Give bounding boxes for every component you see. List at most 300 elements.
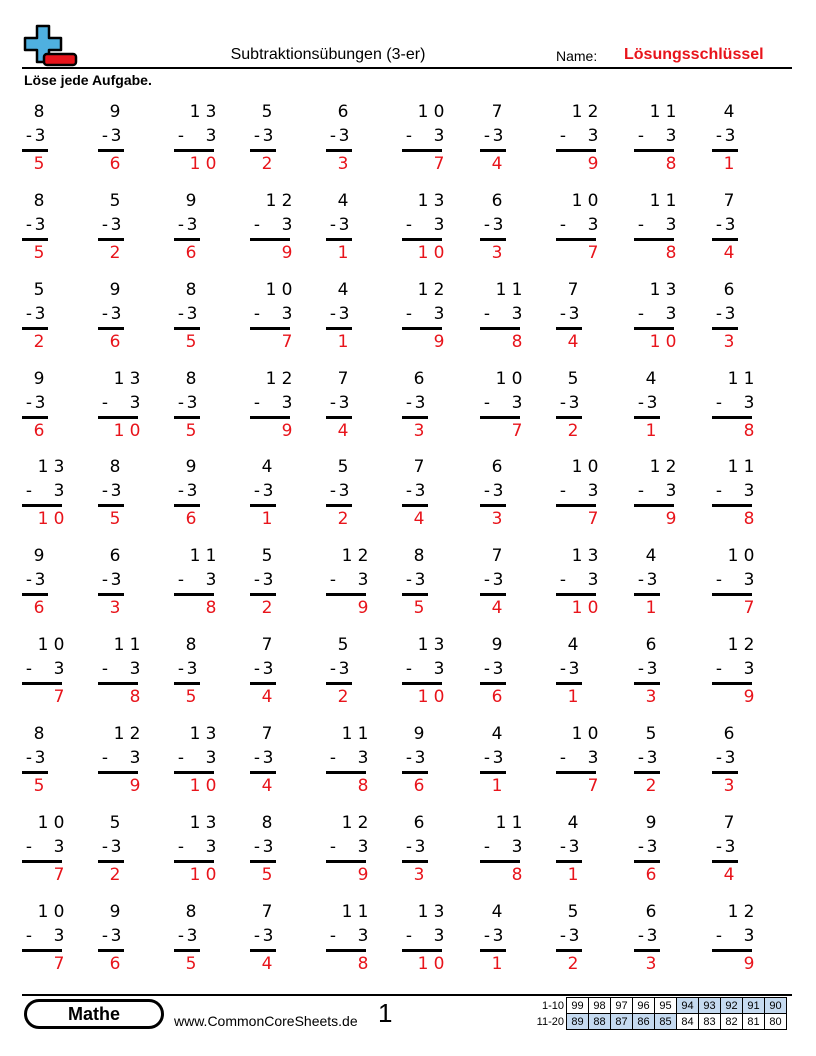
answer-digit: 0 <box>665 332 677 352</box>
minuend <box>558 635 606 657</box>
answer <box>328 776 376 798</box>
answer-line <box>712 771 738 774</box>
minuend <box>482 102 530 124</box>
subtrahend-digit: 3 <box>262 748 274 768</box>
answer-digit: 8 <box>357 954 369 974</box>
subtrahend-digit: 3 <box>414 393 426 413</box>
subtrahend-digit: 3 <box>414 748 426 768</box>
minuend <box>636 635 684 657</box>
subtrahend <box>714 837 762 859</box>
answer-line <box>250 416 290 419</box>
subtraction-problem <box>714 724 762 804</box>
answer-digit: 1 <box>645 598 657 618</box>
subtrahend <box>328 393 376 415</box>
subtraction-problem <box>714 191 762 271</box>
subtraction-problem <box>482 280 530 360</box>
answer-line <box>480 327 520 330</box>
answer-digit: 5 <box>185 954 197 974</box>
minuend-digit: 1 <box>495 280 507 300</box>
answer <box>252 687 300 709</box>
subtraction-problem <box>24 813 72 893</box>
minus-sign: - <box>101 837 109 857</box>
minuend <box>636 724 684 746</box>
subtrahend-digit: 3 <box>433 659 445 679</box>
subtrahend <box>404 304 452 326</box>
minus-sign: - <box>25 393 33 413</box>
minus-sign: - <box>253 748 261 768</box>
answer <box>100 776 148 798</box>
answer-line <box>712 327 738 330</box>
subtrahend-digit: 3 <box>110 837 122 857</box>
answer-digit: 8 <box>357 776 369 796</box>
answer-line <box>712 593 752 596</box>
answer-digit: 3 <box>645 954 657 974</box>
minuend-digit: 0 <box>53 813 65 833</box>
minuend <box>100 191 148 213</box>
score-cell: 84 <box>677 1014 699 1030</box>
subtraction-problem <box>24 280 72 360</box>
answer-line <box>480 682 506 685</box>
subtraction-problem <box>252 280 300 360</box>
subtrahend <box>404 215 452 237</box>
subtrahend <box>482 393 530 415</box>
answer <box>328 865 376 887</box>
minuend-digit: 9 <box>109 102 121 122</box>
minuend <box>636 191 684 213</box>
minus-sign: - <box>637 215 645 235</box>
minus-sign: - <box>253 304 261 324</box>
minuend <box>636 102 684 124</box>
answer-digit: 0 <box>205 776 217 796</box>
answer-digit: 1 <box>571 598 583 618</box>
subtrahend-digit: 3 <box>568 659 580 679</box>
answer-digit: 4 <box>261 687 273 707</box>
subtrahend-digit: 3 <box>129 748 141 768</box>
minuend-digit: 1 <box>417 635 429 655</box>
minuend-digit: 1 <box>727 635 739 655</box>
subtrahend-digit: 3 <box>110 215 122 235</box>
minuend-digit: 1 <box>189 102 201 122</box>
subtrahend <box>328 126 376 148</box>
answer <box>714 509 762 531</box>
answer <box>252 865 300 887</box>
minuend-digit: 1 <box>265 280 277 300</box>
subtrahend <box>24 304 72 326</box>
answer <box>558 865 606 887</box>
answer <box>482 687 530 709</box>
subtraction-problem <box>636 191 684 271</box>
minus-sign: - <box>715 481 723 501</box>
instructions: Löse jede Aufgabe. <box>24 72 152 88</box>
minuend <box>714 102 762 124</box>
minuend-digit: 1 <box>113 635 125 655</box>
minus-sign: - <box>405 215 413 235</box>
minuend <box>176 191 224 213</box>
subtrahend-digit: 3 <box>724 837 736 857</box>
subtraction-problem <box>100 102 148 182</box>
minuend <box>252 902 300 924</box>
minuend <box>24 102 72 124</box>
answer <box>24 776 72 798</box>
subtrahend <box>558 304 606 326</box>
minus-sign: - <box>25 659 33 679</box>
minuend-digit: 2 <box>587 102 599 122</box>
minus-sign: - <box>483 215 491 235</box>
minus-sign: - <box>177 570 185 590</box>
minus-sign: - <box>559 926 567 946</box>
subtraction-problem <box>328 369 376 449</box>
subtraction-problem <box>328 280 376 360</box>
answer-digit: 8 <box>129 687 141 707</box>
answer-line <box>326 682 352 685</box>
subtrahend-digit: 3 <box>186 481 198 501</box>
minus-sign: - <box>483 393 491 413</box>
subtrahend <box>24 393 72 415</box>
minuend <box>252 369 300 391</box>
minuend-digit: 2 <box>357 546 369 566</box>
subtrahend-digit: 3 <box>262 926 274 946</box>
answer-digit: 6 <box>109 332 121 352</box>
answer <box>714 687 762 709</box>
minuend <box>328 902 376 924</box>
answer-line <box>480 238 506 241</box>
subtrahend-digit: 3 <box>646 748 658 768</box>
minuend <box>176 902 224 924</box>
minus-sign: - <box>177 659 185 679</box>
subtrahend-digit: 3 <box>492 748 504 768</box>
subtrahend <box>24 126 72 148</box>
subtraction-problem <box>558 635 606 715</box>
minus-sign: - <box>101 126 109 146</box>
answer-digit: 6 <box>109 154 121 174</box>
minuend-digit: 3 <box>205 102 217 122</box>
minuend-digit: 1 <box>189 813 201 833</box>
answer <box>714 332 762 354</box>
subtrahend <box>328 304 376 326</box>
answer <box>328 332 376 354</box>
minuend <box>24 546 72 568</box>
minuend <box>714 635 762 657</box>
minuend-digit: 2 <box>129 724 141 744</box>
answer-line <box>634 416 660 419</box>
subtraction-problem <box>636 546 684 626</box>
subtrahend <box>636 215 684 237</box>
answer <box>558 332 606 354</box>
answer-line <box>174 949 200 952</box>
subtraction-problem <box>636 102 684 182</box>
subtraction-problem <box>328 191 376 271</box>
answer <box>24 865 72 887</box>
answer-line <box>174 504 200 507</box>
subtrahend <box>100 837 148 859</box>
score-cell: 88 <box>589 1014 611 1030</box>
answer-digit: 0 <box>129 421 141 441</box>
subtraction-problem <box>24 546 72 626</box>
minuend-digit: 6 <box>723 724 735 744</box>
subtraction-problem <box>482 902 530 982</box>
subtraction-problem <box>558 369 606 449</box>
score-cell: 92 <box>721 998 743 1014</box>
minuend-digit: 7 <box>337 369 349 389</box>
subtrahend-digit: 3 <box>492 570 504 590</box>
minus-sign: - <box>483 126 491 146</box>
answer <box>100 332 148 354</box>
subtrahend <box>482 659 530 681</box>
answer-line <box>22 771 48 774</box>
minuend-digit: 8 <box>185 635 197 655</box>
answer-line <box>174 682 200 685</box>
answer <box>636 687 684 709</box>
subtrahend-digit: 3 <box>110 926 122 946</box>
minus-sign: - <box>101 215 109 235</box>
minuend-digit: 5 <box>567 369 579 389</box>
minuend-digit: 8 <box>185 369 197 389</box>
subtrahend-digit: 3 <box>492 481 504 501</box>
answer-digit: 3 <box>491 509 503 529</box>
subtrahend-digit: 3 <box>110 126 122 146</box>
subtraction-problem <box>714 457 762 537</box>
answer-digit: 6 <box>33 598 45 618</box>
score-row-label: 1-10 <box>541 999 564 1012</box>
subtrahend-digit: 3 <box>186 393 198 413</box>
minuend-digit: 1 <box>417 902 429 922</box>
subtrahend-digit: 3 <box>743 659 755 679</box>
subtraction-problem <box>714 635 762 715</box>
minus-sign: - <box>177 215 185 235</box>
minuend-digit: 8 <box>33 102 45 122</box>
minuend <box>176 546 224 568</box>
subtrahend <box>24 926 72 948</box>
subtraction-problem <box>404 724 452 804</box>
subtrahend <box>404 659 452 681</box>
minuend <box>252 546 300 568</box>
answer <box>558 598 606 620</box>
answer-digit: 4 <box>491 598 503 618</box>
answer-digit: 4 <box>337 421 349 441</box>
minuend <box>714 369 762 391</box>
minus-sign: - <box>637 570 645 590</box>
worksheet-title: Subtraktionsübungen (3-er) <box>230 46 426 63</box>
minus-sign: - <box>559 304 567 324</box>
subtraction-problem <box>404 102 452 182</box>
subtrahend <box>328 748 376 770</box>
subtraction-problem <box>24 102 72 182</box>
subtraction-problem <box>176 546 224 626</box>
subtraction-problem <box>636 902 684 982</box>
answer <box>636 865 684 887</box>
minuend <box>328 813 376 835</box>
subtraction-problem <box>328 635 376 715</box>
answer-digit: 7 <box>587 509 599 529</box>
minus-sign: - <box>483 837 491 857</box>
minus-sign: - <box>25 304 33 324</box>
answer <box>328 509 376 531</box>
answer-digit: 5 <box>261 865 273 885</box>
subtrahend <box>176 393 224 415</box>
subtraction-problem <box>404 369 452 449</box>
minuend-digit: 1 <box>189 546 201 566</box>
answer-digit: 6 <box>645 865 657 885</box>
subtrahend <box>100 126 148 148</box>
subtrahend-digit: 3 <box>34 570 46 590</box>
answer-digit: 1 <box>567 865 579 885</box>
answer-line <box>250 327 290 330</box>
answer-line <box>98 949 124 952</box>
subtrahend-digit: 3 <box>262 659 274 679</box>
answer-line <box>402 238 442 241</box>
answer-digit: 2 <box>109 865 121 885</box>
subtraction-problem <box>404 280 452 360</box>
subtrahend-digit: 3 <box>511 304 523 324</box>
subtraction-problem <box>328 902 376 982</box>
minuend <box>176 102 224 124</box>
answer-digit: 1 <box>189 154 201 174</box>
subtraction-problem <box>24 191 72 271</box>
minuend <box>252 813 300 835</box>
minuend-digit: 1 <box>571 724 583 744</box>
answer-digit: 6 <box>185 509 197 529</box>
minuend-digit: 7 <box>491 102 503 122</box>
answer-line <box>174 238 200 241</box>
subtraction-problem <box>176 280 224 360</box>
answer-line <box>174 771 214 774</box>
answer <box>252 243 300 265</box>
subtrahend <box>328 570 376 592</box>
minuend <box>558 280 606 302</box>
answer-line <box>174 860 214 863</box>
minus-sign: - <box>101 481 109 501</box>
subtraction-problem <box>328 457 376 537</box>
subtraction-problem <box>482 813 530 893</box>
subtraction-problem <box>482 724 530 804</box>
subtrahend <box>252 659 300 681</box>
minuend-digit: 1 <box>113 369 125 389</box>
minuend <box>482 813 530 835</box>
subtraction-problem <box>176 902 224 982</box>
subtrahend <box>252 837 300 859</box>
subtrahend <box>714 215 762 237</box>
subtrahend <box>404 837 452 859</box>
minuend-digit: 1 <box>189 724 201 744</box>
subtraction-problem <box>714 280 762 360</box>
answer-digit: 1 <box>417 687 429 707</box>
answer-line <box>250 593 276 596</box>
minuend <box>714 546 762 568</box>
subtraction-problem <box>252 191 300 271</box>
answer <box>558 154 606 176</box>
minuend-digit: 8 <box>413 546 425 566</box>
answer-digit: 9 <box>357 598 369 618</box>
minuend-digit: 6 <box>413 369 425 389</box>
minus-sign: - <box>637 837 645 857</box>
minus-sign: - <box>25 126 33 146</box>
subtrahend <box>252 748 300 770</box>
minuend-digit: 4 <box>337 280 349 300</box>
answer-line <box>480 504 506 507</box>
answer-line <box>326 593 366 596</box>
subtrahend <box>714 748 762 770</box>
minuend <box>252 102 300 124</box>
answer-digit: 9 <box>281 421 293 441</box>
minuend-digit: 4 <box>491 902 503 922</box>
subtrahend <box>482 570 530 592</box>
answer-digit: 4 <box>567 332 579 352</box>
minuend <box>558 457 606 479</box>
subtrahend <box>714 304 762 326</box>
minus-sign: - <box>559 215 567 235</box>
minuend-digit: 4 <box>567 813 579 833</box>
subtrahend-digit: 3 <box>34 393 46 413</box>
subtraction-problem <box>176 369 224 449</box>
subtrahend <box>558 748 606 770</box>
answer <box>482 954 530 976</box>
subtraction-problem <box>176 813 224 893</box>
minus-sign: - <box>559 748 567 768</box>
answer-digit: 7 <box>511 421 523 441</box>
subtrahend <box>252 126 300 148</box>
subtraction-problem <box>714 546 762 626</box>
minuend-digit: 0 <box>587 724 599 744</box>
answer <box>24 421 72 443</box>
subtrahend <box>482 748 530 770</box>
subtrahend-digit: 3 <box>53 837 65 857</box>
minuend <box>100 635 148 657</box>
subtrahend-digit: 3 <box>646 926 658 946</box>
answer-line <box>326 416 352 419</box>
subtraction-problem <box>636 457 684 537</box>
subtraction-problem <box>714 102 762 182</box>
answer <box>404 687 452 709</box>
subtrahend <box>24 215 72 237</box>
score-table <box>528 997 787 1030</box>
score-row <box>528 1014 787 1030</box>
minuend <box>176 369 224 391</box>
subtrahend-digit: 3 <box>414 570 426 590</box>
minuend-digit: 0 <box>281 280 293 300</box>
minuend <box>176 635 224 657</box>
subtrahend <box>24 837 72 859</box>
answer-digit: 3 <box>645 687 657 707</box>
minuend-digit: 7 <box>261 902 273 922</box>
minuend <box>100 369 148 391</box>
minuend-digit: 7 <box>723 191 735 211</box>
answer-line <box>250 682 276 685</box>
minuend-digit: 1 <box>417 102 429 122</box>
subtrahend <box>328 215 376 237</box>
subtraction-problem <box>176 635 224 715</box>
subtrahend <box>176 926 224 948</box>
minus-sign: - <box>329 926 337 946</box>
subtrahend-digit: 3 <box>34 748 46 768</box>
subtrahend-digit: 3 <box>129 393 141 413</box>
subtrahend <box>100 393 148 415</box>
answer-digit: 9 <box>357 865 369 885</box>
minuend <box>558 813 606 835</box>
minus-sign: - <box>559 837 567 857</box>
subtrahend <box>100 304 148 326</box>
minuend <box>636 280 684 302</box>
minuend-digit: 5 <box>261 546 273 566</box>
subtrahend <box>24 659 72 681</box>
minuend-digit: 7 <box>413 457 425 477</box>
answer-line <box>174 416 200 419</box>
subtrahend-digit: 3 <box>433 926 445 946</box>
minus-sign: - <box>25 837 33 857</box>
minuend-digit: 0 <box>53 635 65 655</box>
minuend-digit: 1 <box>571 546 583 566</box>
answer-line <box>634 327 674 330</box>
subtraction-problem <box>558 102 606 182</box>
